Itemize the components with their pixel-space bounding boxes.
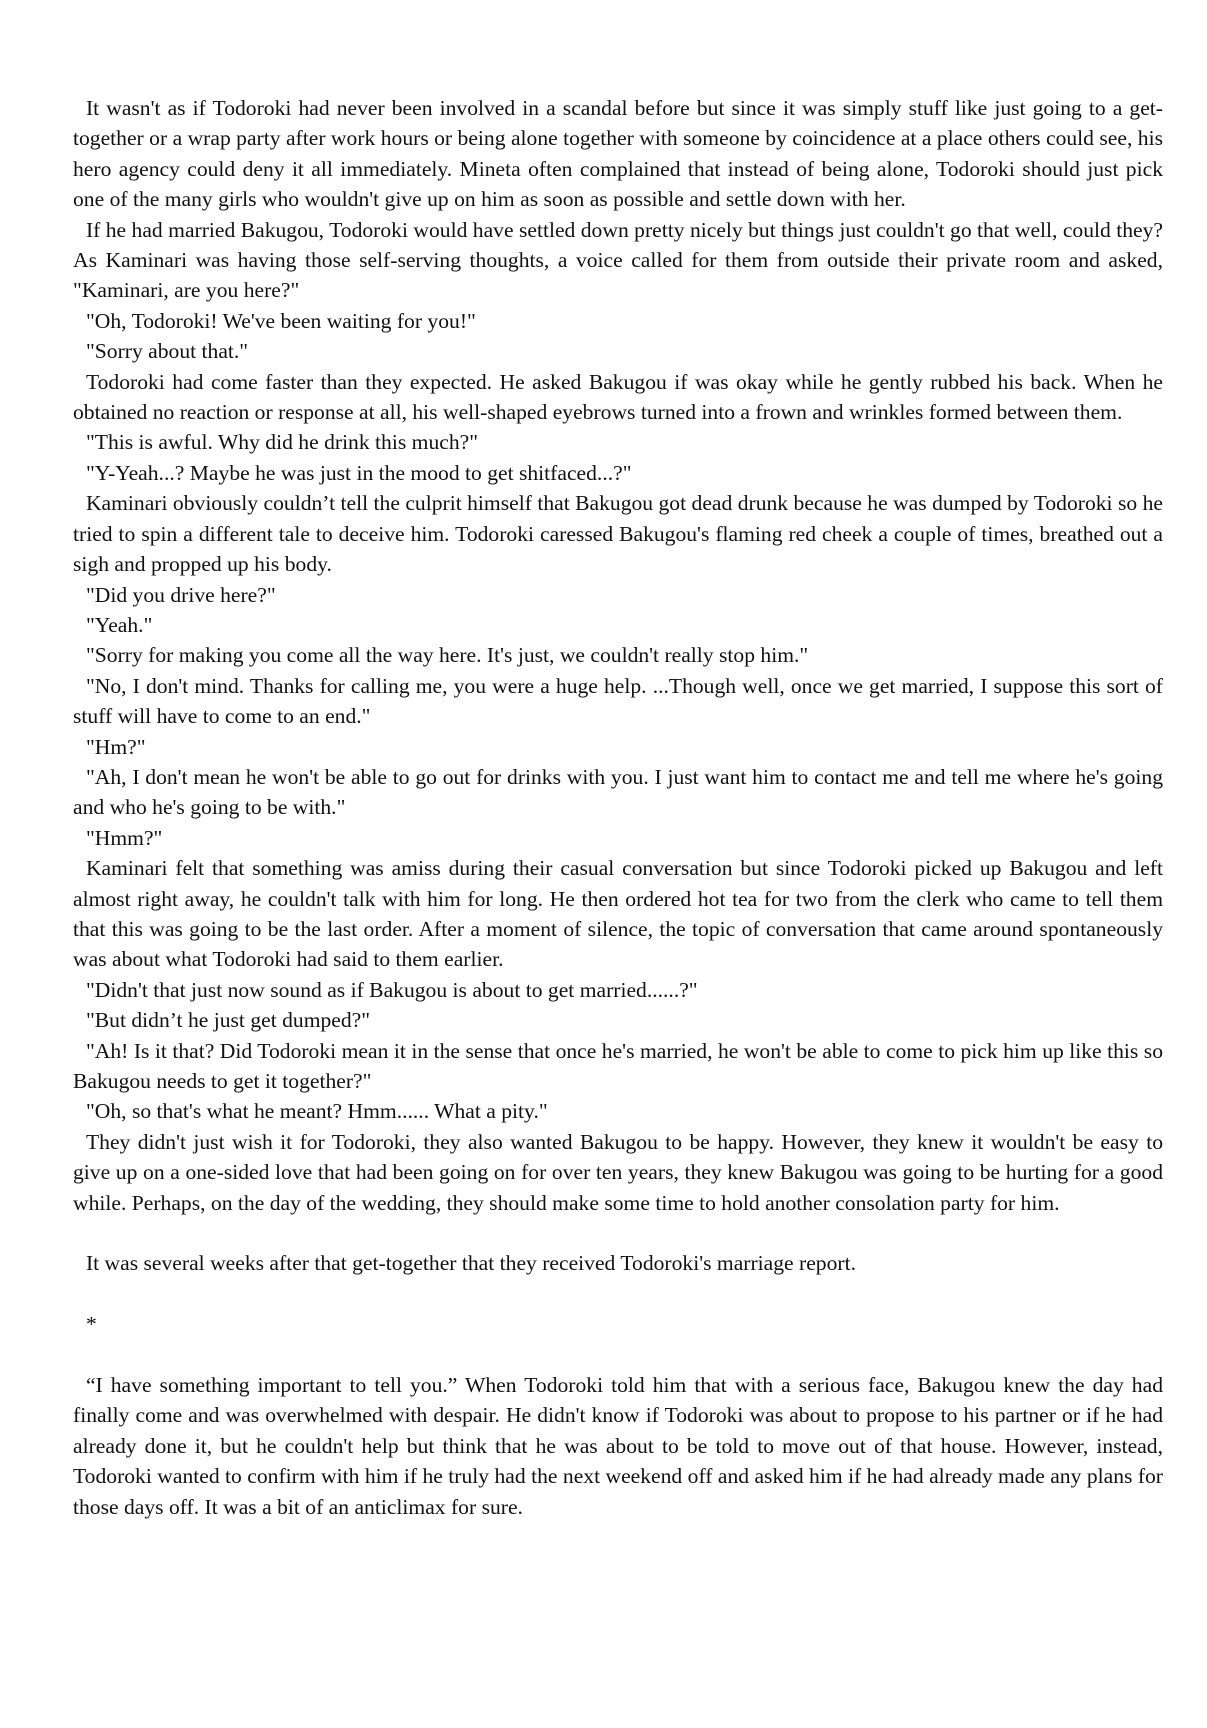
dialogue-line: "Y-Yeah...? Maybe he was just in the mood to get shitfaced...?" (85, 460, 632, 485)
dialogue-line: "Yeah." (85, 612, 153, 637)
blank-line (73, 1279, 1163, 1309)
paragraph-marriage-report: It was several weeks after that get-together that they received Todoroki's marriage report. (85, 1251, 856, 1276)
dialogue-line: "Sorry for making you come all the way here. It's just, we couldn't really stop him." (85, 643, 809, 668)
blank-line (73, 1218, 1163, 1248)
dialogue-line: "Oh, so that's what he meant? Hmm...... What a pity." (85, 1099, 548, 1124)
paragraph-6: They didn't just wish it for Todoroki, they also wanted Bakugou to be happy. However, they knew it wouldn't be easy to give up on a one-sided love that had been going on for over ten years, they knew Bakugou was going to be hurting for a good while. Perhaps, on the day of the wedding, they should make some time to hold another consolation party for him. (73, 1129, 1163, 1215)
dialogue-line: "Hm?" (85, 734, 146, 759)
paragraph-3: Todoroki had come faster than they expected. He asked Bakugou if was okay while he gently rubbed his back. When he obtained no reaction or response at all, his well-shaped eyebrows turned into a frown and wrinkles formed between them. (73, 369, 1163, 425)
document-page (73, 93, 1163, 1522)
dialogue-line: "Didn't that just now sound as if Bakugou is about to get married......?" (85, 977, 698, 1002)
paragraph-5: Kaminari felt that something was amiss during their casual conversation but since Todoroki picked up Bakugou and left almost right away, he couldn't talk with him for long. He then ordered hot tea for two from the clerk who came to tell them that this was going to be the last order. After a moment of silence, the topic of conversation that came around spontaneously was about what Todoroki had said to them earlier. (73, 856, 1163, 972)
scene-break: * (85, 1312, 97, 1337)
blank-line (73, 1340, 1163, 1370)
dialogue-paragraph: "Ah! Is it that? Did Todoroki mean it in the sense that once he's married, he won't be able to come to pick him up like this so Bakugou needs to get it together?" (73, 1038, 1163, 1093)
dialogue-line: "This is awful. Why did he drink this much?" (85, 430, 479, 455)
dialogue-line: "Did you drive here?" (85, 582, 276, 607)
dialogue-line: "Sorry about that." (85, 339, 249, 364)
dialogue-paragraph: "No, I don't mind. Thanks for calling me, you were a huge help. ...Though well, once we get married, I suppose this sort of stuff will have to come to an end." (73, 673, 1163, 729)
dialogue-line: "But didn’t he just get dumped?" (85, 1008, 371, 1033)
dialogue-paragraph: "Ah, I don't mean he won't be able to go out for drinks with you. I just want him to contact me and tell me where he's going and who he's going to be with." (73, 764, 1163, 820)
dialogue-line: "Oh, Todoroki! We've been waiting for you!" (85, 308, 476, 333)
paragraph-4: Kaminari obviously couldn’t tell the culprit himself that Bakugou got dead drunk because he was dumped by Todoroki so he tried to spin a different tale to deceive him. Todoroki caressed Bakugou's flaming red cheek a couple of times, breathed out a sigh and propped up his body. (73, 491, 1163, 577)
paragraph-1: It wasn't as if Todoroki had never been involved in a scandal before but since it was simply stuff like just going to a get-together or a wrap party after work hours or being alone together with someone by coincidence at a place others could see, his hero agency could deny it all immediately. Mineta often complained that instead of being alone, Todoroki should just pick one of the many girls who wouldn't give up on him as soon as possible and settle down with her. (73, 96, 1163, 212)
paragraph-final: “I have something important to tell you.” When Todoroki told him that with a serious face, Bakugou knew the day had finally come and was overwhelmed with despair. He didn't know if Todoroki was about to propose to his partner or if he had already done it, but he couldn't help but think that he was about to be told to move out of that house. However, instead, Todoroki wanted to confirm with him if he truly had the next weekend off and asked him if he had already made any plans for those days off. It was a bit of an anticlimax for sure. (73, 1373, 1163, 1519)
paragraph-2: If he had married Bakugou, Todoroki would have settled down pretty nicely but things just couldn't go that well, could they? As Kaminari was having those self-serving thoughts, a voice called for them from outside their private room and asked, "Kaminari, are you here?" (73, 217, 1163, 303)
dialogue-line: "Hmm?" (85, 825, 163, 850)
